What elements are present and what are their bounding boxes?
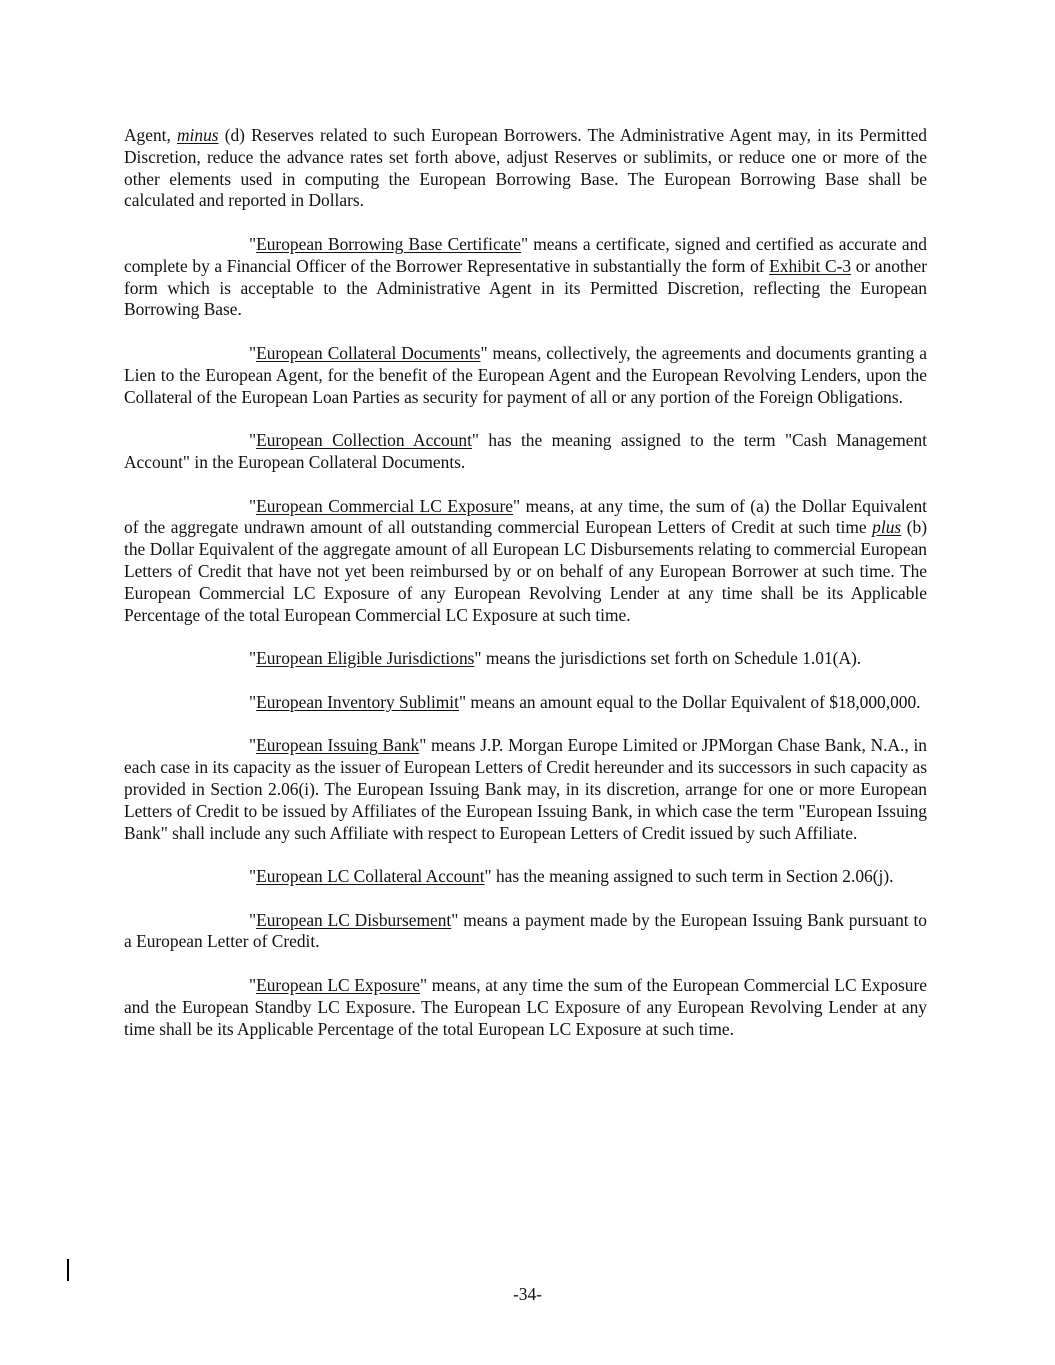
defined-term: European LC Exposure [256,975,420,996]
definition-european-collection-account: "European Collection Account" has the meaning assigned to the term "Cash Management Account" in the European Collateral Documents. [124,430,927,472]
definition-european-commercial-lc-exposure: "European Commercial LC Exposure" means, at any time, the sum of (a) the Dollar Equivalent of the aggregate undrawn amount of all outstanding commercial European Letters of Credit at such time plus (b) the Dollar Equivalent of the aggregate amount of all European LC Disbursements relating to commercial European Letters of Credit that have not yet been reimbursed by or on behalf of any European Borrower at such time. The European Commercial LC Exposure of any European Revolving Lender at any time shall be its Applicable Percentage of the total European Commercial LC Exposure at such time. [124,495,927,625]
continuation-paragraph: Agent, minus (d) Reserves related to such European Borrowers. The Administrative Agent may, in its Permitted Discretion, reduce the advance rates set forth above, adjust Reserves or sublimits, or reduce one or more of the other elements used in computing the European Borrowing Base. The European Borrowing Base shall be calculated and reported in Dollars. [124,125,928,211]
document-body [124,125,927,1062]
defined-term: European Commercial LC Exposure [256,495,514,516]
definition-european-issuing-bank: "European Issuing Bank" means J.P. Morgan Europe Limited or JPMorgan Chase Bank, N.A., in each case in its capacity as the issuer of European Letters of Credit hereunder and its successors in such capacity as provided in Section 2.06(i). The European Issuing Bank may, in its discretion, arrange for one or more European Letters of Credit to be issued by Affiliates of the European Issuing Bank, in which case the term "European Issuing Bank" shall include any such Affiliate with respect to European Letters of Credit issued by such Affiliate. [124,735,927,843]
definition-european-borrowing-base-certificate: "European Borrowing Base Certificate" means a certificate, signed and certified as accurate and complete by a Financial Officer of the Borrower Representative in substantially the form of Exhibit C-3 or another form which is acceptable to the Administrative Agent in its Permitted Discretion, reflecting the European Borrowing Base. [124,233,927,320]
definition-european-collateral-documents: "European Collateral Documents" means, collectively, the agreements and documents granting a Lien to the European Agent, for the benefit of the European Agent and the European Revolving Lenders, upon the Collateral of the European Loan Parties as security for payment of all or any portion of the Foreign Obligations. [124,342,927,407]
defined-term: European LC Collateral Account [256,866,485,887]
page-number: -34- [513,1284,542,1304]
defined-term: European Inventory Sublimit [256,691,459,712]
definition-european-lc-disbursement: "European LC Disbursement" means a payment made by the European Issuing Bank pursuant to a European Letter of Credit. [124,909,927,952]
revision-margin-bar [67,1259,69,1281]
minus-term: minus [177,125,219,145]
defined-term: European LC Disbursement [256,909,452,930]
defined-term: European Borrowing Base Certificate [256,233,521,254]
definition-european-eligible-jurisdictions: "European Eligible Jurisdictions" means the jurisdictions set forth on Schedule 1.01(A). [249,648,862,669]
definition-european-lc-exposure: "European LC Exposure" means, at any time the sum of the European Commercial LC Exposure and the European Standby LC Exposure. The European LC Exposure of any European Revolving Lender at any time shall be its Applicable Percentage of the total European LC Exposure at such time. [124,975,927,1039]
exhibit-reference: Exhibit C-3 [769,255,852,276]
defined-term: European Issuing Bank [256,735,420,756]
defined-term: European Collection Account [256,430,472,451]
plus-term: plus [872,517,902,538]
definition-european-inventory-sublimit: "European Inventory Sublimit" means an amount equal to the Dollar Equivalent of $18,000,000. [249,691,921,712]
definition-european-lc-collateral-account: "European LC Collateral Account" has the meaning assigned to such term in Section 2.06(j). [249,866,894,887]
defined-term: European Eligible Jurisdictions [256,648,475,669]
defined-term: European Collateral Documents [256,342,481,363]
